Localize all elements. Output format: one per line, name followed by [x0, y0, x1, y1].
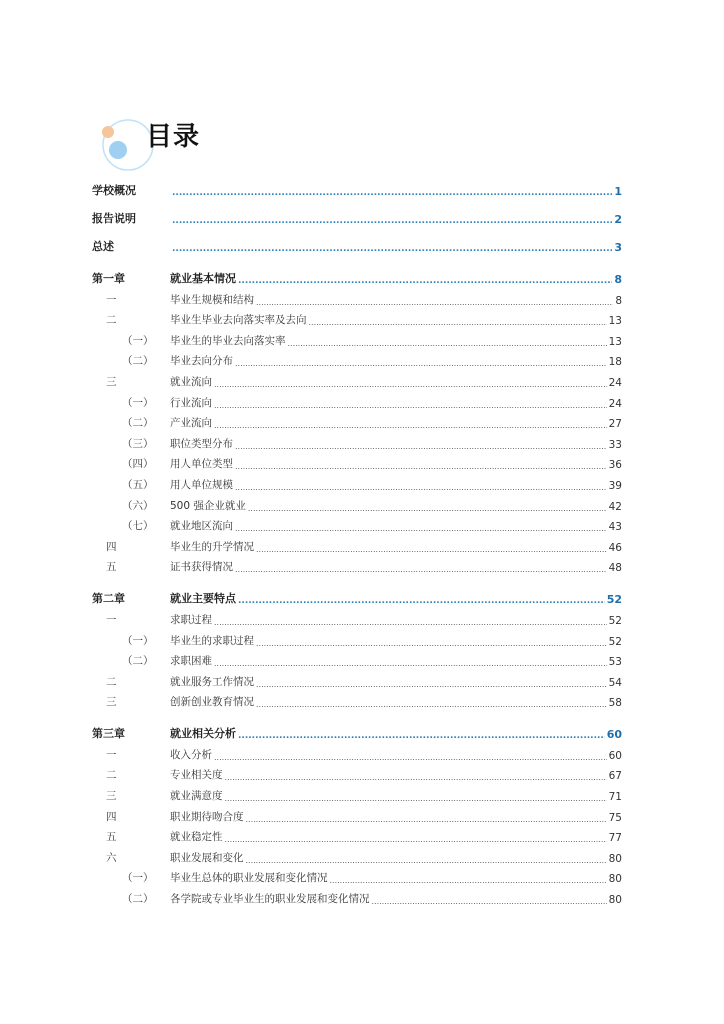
toc-entry-page: 27 [608, 418, 622, 431]
toc-leader-dots [256, 545, 607, 554]
toc-leader-dots [214, 659, 607, 668]
toc-entry-number: （二） [122, 655, 154, 668]
toc-leader-dots [172, 216, 612, 226]
toc-entry-number: 学校概况 [92, 184, 136, 197]
toc-leader-dots [172, 244, 612, 254]
toc-entry-page: 60 [606, 728, 622, 742]
toc-entry-title: 求职困难 [170, 655, 212, 668]
toc-entry[interactable] [92, 554, 622, 575]
toc-entry-page: 1 [614, 185, 622, 198]
toc-entry-number: 第三章 [92, 727, 125, 741]
toc-entry-page: 8 [615, 294, 622, 307]
toc-entry-number: 五 [106, 561, 117, 574]
toc-entry-page: 80 [608, 873, 622, 886]
toc-entry-number: 三 [106, 375, 117, 388]
toc-leader-dots [235, 359, 607, 368]
toc-leader-dots [246, 815, 607, 824]
toc-leader-dots [225, 794, 607, 803]
toc-entry-page: 80 [608, 852, 622, 865]
toc-entry-number: 报告说明 [92, 212, 136, 225]
toc-entry-number: （三） [122, 437, 154, 450]
toc-entry-title: 就业服务工作情况 [170, 675, 254, 688]
toc-entry-title: 创新创业教育情况 [170, 696, 254, 709]
toc-leader-dots [256, 639, 607, 648]
toc-entry-page: 80 [608, 894, 622, 907]
toc-entry[interactable] [92, 689, 622, 710]
toc-entry-page: 33 [608, 438, 622, 451]
toc-entry-title: 毕业生规模和结构 [170, 293, 254, 306]
toc-entry-number: （六） [122, 499, 154, 512]
toc-entry-page: 2 [614, 213, 622, 226]
toc-entry-title: 职业发展和变化 [170, 851, 244, 864]
toc-leader-dots [248, 504, 607, 513]
toc-entry-title: 收入分析 [170, 748, 212, 761]
toc-leader-dots [225, 773, 607, 782]
toc-entry-title: 用人单位规模 [170, 478, 233, 491]
toc-entry-page: 39 [608, 479, 622, 492]
toc-entry-number: （一） [122, 396, 154, 409]
toc-leader-dots [238, 731, 605, 741]
toc-entry[interactable] [92, 327, 622, 348]
toc-entry[interactable] [92, 803, 622, 824]
toc-entry-number: 一 [106, 748, 117, 761]
toc-entry-title: 就业地区流向 [170, 520, 233, 533]
toc-entry-title: 用人单位类型 [170, 458, 233, 471]
toc-entry-page: 42 [608, 500, 622, 513]
toc-entry[interactable] [92, 198, 622, 226]
toc-entry-page: 13 [608, 315, 622, 328]
toc-entry-number: （一） [122, 872, 154, 885]
toc-entry-number: 三 [106, 696, 117, 709]
toc-entry[interactable] [92, 348, 622, 369]
toc-leader-dots [288, 339, 607, 348]
toc-entry[interactable] [92, 451, 622, 472]
toc-entry[interactable] [92, 865, 622, 886]
toc-entry-title: 职业期待吻合度 [170, 810, 244, 823]
toc-entry-page: 18 [608, 356, 622, 369]
toc-leader-dots [214, 618, 607, 627]
toc-entry-number: （二） [122, 417, 154, 430]
toc-entry-title: 毕业生的求职过程 [170, 634, 254, 647]
toc-leader-dots [238, 276, 612, 286]
toc-entry[interactable] [92, 668, 622, 689]
toc-entry[interactable] [92, 533, 622, 554]
toc-entry-page: 58 [608, 697, 622, 710]
toc-entry-title: 毕业去向分布 [170, 355, 233, 368]
toc-entry[interactable] [92, 368, 622, 389]
toc-leader-dots [238, 596, 605, 606]
toc-leader-dots [256, 680, 607, 689]
toc-entry-page: 53 [608, 656, 622, 669]
toc-entry-number: 一 [106, 293, 117, 306]
toc-entry-title: 毕业生总体的职业发展和变化情况 [170, 872, 328, 885]
toc-entry[interactable] [92, 762, 622, 783]
toc-entry-number: （七） [122, 520, 154, 533]
toc-entry[interactable] [92, 741, 622, 762]
toc-entry-title: 500 强企业就业 [170, 499, 246, 512]
toc-entry[interactable] [92, 824, 622, 845]
toc-entry-number: （一） [122, 634, 154, 647]
toc-entry-number: 第二章 [92, 592, 125, 606]
toc-entry-title: 专业相关度 [170, 769, 223, 782]
toc-entry-page: 52 [606, 593, 622, 607]
toc-leader-dots [214, 380, 607, 389]
toc-entry[interactable] [92, 226, 622, 254]
toc-entry[interactable] [92, 492, 622, 513]
page-title: 目录 [146, 122, 201, 152]
toc-leader-dots [214, 753, 607, 762]
toc-entry[interactable] [92, 258, 622, 286]
toc-entry-title: 产业流向 [170, 417, 212, 430]
toc-leader-dots [246, 856, 607, 865]
toc-entry-title: 就业流向 [170, 375, 212, 388]
toc-entry-number: 二 [106, 769, 117, 782]
toc-entry-page: 71 [608, 791, 622, 804]
table-of-contents [92, 170, 622, 906]
toc-leader-dots [172, 188, 612, 198]
toc-entry[interactable] [92, 782, 622, 803]
toc-leader-dots [235, 565, 607, 574]
toc-entry-page: 67 [608, 770, 622, 783]
toc-entry-page: 43 [608, 521, 622, 534]
toc-entry-page: 24 [608, 397, 622, 410]
toc-entry[interactable] [92, 389, 622, 410]
toc-entry-number: （一） [122, 334, 154, 347]
toc-leader-dots [214, 401, 607, 410]
toc-entry-title: 毕业生的毕业去向落实率 [170, 334, 286, 347]
toc-entry-title: 证书获得情况 [170, 561, 233, 574]
toc-entry-page: 24 [608, 376, 622, 389]
toc-entry-title: 各学院或专业毕业生的职业发展和变化情况 [170, 893, 370, 906]
toc-entry-page: 46 [608, 541, 622, 554]
toc-entry-title: 就业主要特点 [170, 592, 236, 606]
toc-entry-page: 75 [608, 811, 622, 824]
toc-entry[interactable] [92, 627, 622, 648]
toc-entry-number: 二 [106, 675, 117, 688]
toc-entry-number: 六 [106, 851, 117, 864]
toc-entry-page: 3 [614, 241, 622, 254]
toc-entry-page: 8 [614, 273, 622, 286]
toc-entry[interactable] [92, 513, 622, 534]
toc-entry-title: 就业稳定性 [170, 831, 223, 844]
toc-entry[interactable] [92, 286, 622, 307]
toc-entry[interactable] [92, 713, 622, 741]
toc-entry-number: （四） [122, 458, 154, 471]
toc-leader-dots [225, 835, 607, 844]
toc-entry-title: 求职过程 [170, 613, 212, 626]
toc-entry-title: 就业相关分析 [170, 727, 236, 741]
toc-entry[interactable] [92, 471, 622, 492]
toc-entry[interactable] [92, 307, 622, 328]
toc-entry-page: 77 [608, 832, 622, 845]
toc-entry[interactable] [92, 578, 622, 606]
toc-entry-title: 毕业生的升学情况 [170, 540, 254, 553]
toc-leader-dots [214, 421, 607, 430]
toc-leader-dots [372, 897, 607, 906]
toc-entry[interactable] [92, 885, 622, 906]
toc-entry-page: 60 [608, 749, 622, 762]
toc-leader-dots [235, 462, 607, 471]
toc-leader-dots [256, 298, 613, 307]
toc-entry[interactable] [92, 430, 622, 451]
toc-entry-title: 就业基本情况 [170, 272, 236, 285]
toc-entry-title: 就业满意度 [170, 790, 223, 803]
toc-entry-page: 36 [608, 459, 622, 472]
toc-entry-page: 48 [608, 562, 622, 575]
toc-entry-title: 毕业生毕业去向落实率及去向 [170, 314, 307, 327]
toc-entry-title: 职位类型分布 [170, 437, 233, 450]
toc-entry-number: （二） [122, 355, 154, 368]
toc-entry[interactable] [92, 606, 622, 627]
toc-entry[interactable] [92, 648, 622, 669]
toc-entry-page: 52 [608, 635, 622, 648]
toc-entry-number: 三 [106, 790, 117, 803]
toc-entry-number: 总述 [92, 240, 114, 253]
toc-leader-dots [235, 483, 607, 492]
toc-entry-page: 13 [608, 335, 622, 348]
toc-entry-number: 四 [106, 540, 117, 553]
toc-entry[interactable] [92, 844, 622, 865]
toc-entry-number: 一 [106, 613, 117, 626]
toc-entry-number: 四 [106, 810, 117, 823]
toc-leader-dots [235, 442, 607, 451]
toc-entry-number: 第一章 [92, 272, 125, 285]
toc-entry-number: （二） [122, 893, 154, 906]
toc-leader-dots [256, 700, 607, 709]
toc-leader-dots [330, 876, 607, 885]
toc-leader-dots [235, 524, 607, 533]
toc-entry-page: 52 [608, 614, 622, 627]
toc-entry-number: （五） [122, 478, 154, 491]
toc-entry-number: 五 [106, 831, 117, 844]
toc-leader-dots [309, 318, 607, 327]
toc-entry[interactable] [92, 410, 622, 431]
toc-entry-number: 二 [106, 314, 117, 327]
toc-entry[interactable] [92, 170, 622, 198]
toc-entry-title: 行业流向 [170, 396, 212, 409]
toc-entry-page: 54 [608, 676, 622, 689]
